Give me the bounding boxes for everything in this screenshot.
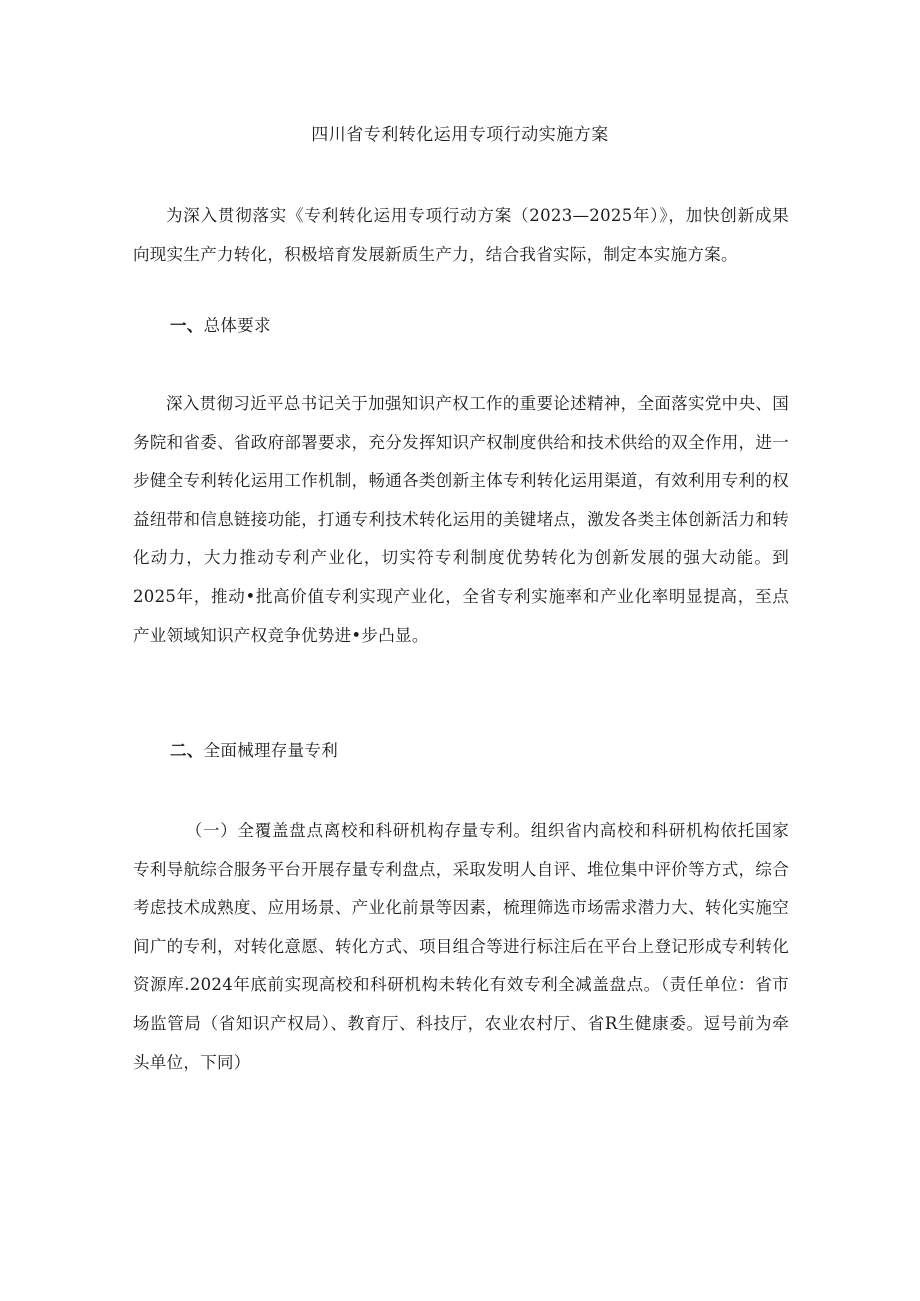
section-title-2: 全面械理存量专利 — [203, 741, 339, 760]
section-heading-1 — [170, 313, 770, 339]
section-number-1: 一、 — [170, 316, 204, 335]
section-title-1: 总体要求 — [203, 316, 271, 335]
section-number-2: 二、 — [170, 741, 204, 760]
section-2-item-1: （一）全覆盖盘点离校和科研机构存量专利。组织省内高校和科研机构依托国家专利导航综合服务平台开展存量专利盘点，采取发明人自评、堆位集中评价等方式，综合考虑技术成熟度、应用场景、产业化前景等因素，梳理筛选市场需求潜力大、转化实施空间广的专利，对转化意愿、转化方式、项目组合等进行标注后在平台上登记形成专利转化资源库.2024年底前实现高校和科研机构未转化有效专利全减盖盘点。（责任单位：省市场监管局（省知识产权局）、教育厅、科技厅，农业农村厅、省R生健康委。逗号前为牵头单位，下同） — [133, 821, 789, 1072]
section-1-body: 深入贯彻习近平总书记关于加强知识产权工作的重要论述精神，全面落实党中央、国务院和省委、省政府部署要求，充分发挥知识产权制度供给和技术供给的双全作用，进一步健全专利转化运用工作机制，畅通各类创新主体专利转化运用渠道，有效利用专利的权益纽带和信息链接功能，打通专利技术转化运用的美键堵点，激发各类主体创新活力和转化动力，大力推动专利产业化，切实符专利制度优势转化为创新发展的强大动能。到2025年，推动•批高价值专利实现产业化，全省专利实施率和产业化率明显提高，至点产业领域知识产权竞争优势进•步凸显。 — [133, 394, 789, 645]
document-title: 四川省专利转化运用专项行动实施方案 — [311, 125, 609, 145]
intro-paragraph: 为深入贯彻落实《专利转化运用专项行动方案（2023—2025年）》，加快创新成果向现实生产力转化，积极培育发展新质生产力，结合我省实际，制定本实施方案。 — [133, 206, 789, 264]
section-heading-2 — [170, 738, 770, 764]
